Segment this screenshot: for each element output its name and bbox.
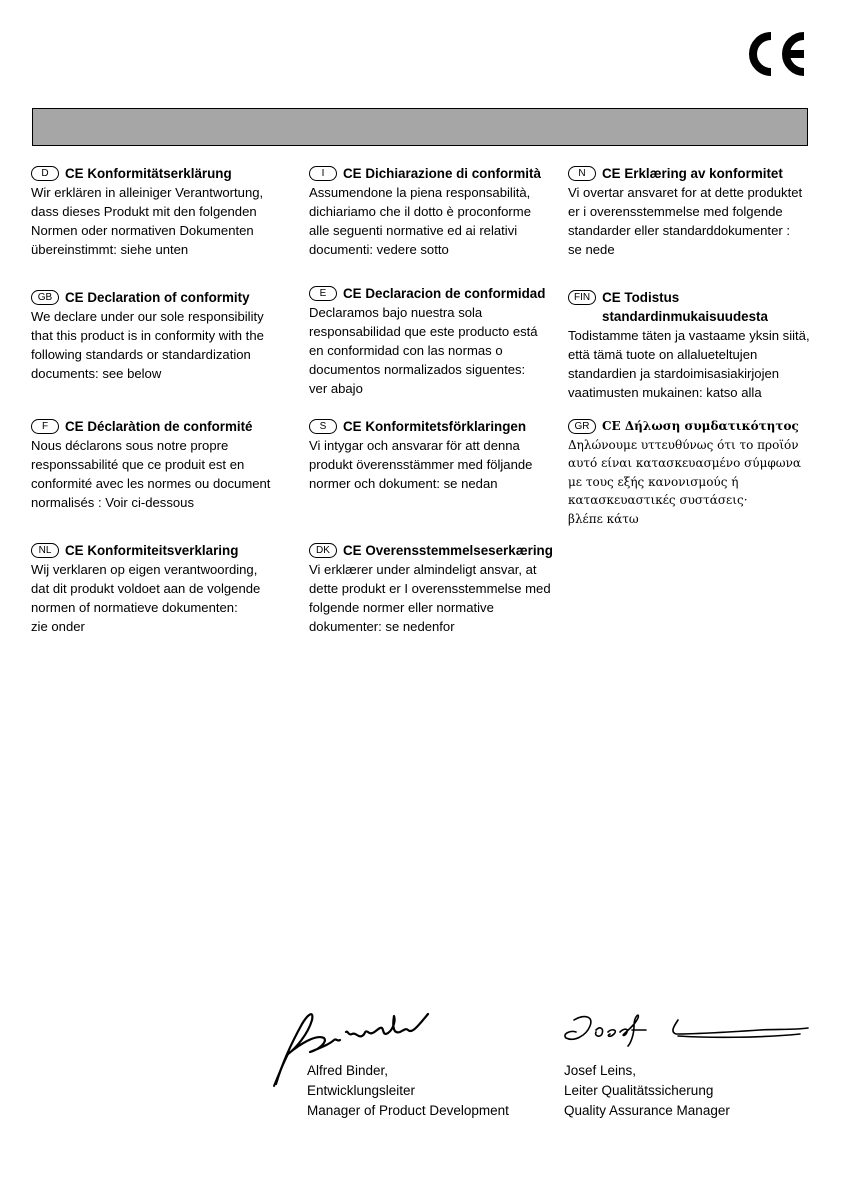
language-badge: F: [31, 419, 59, 434]
declaration-line: dokumenter: se nedenfor: [309, 619, 455, 634]
declaration-fr: [31, 417, 276, 512]
declaration-line: Wij verklaren op eigen verantwoording,: [31, 562, 258, 577]
signatory-leins: [564, 1061, 730, 1121]
declaration-it: [309, 164, 554, 259]
language-badge: GR: [568, 419, 596, 434]
declaration-line: dat dit produkt voldoet aan de volgende: [31, 581, 261, 596]
declaration-gb: [31, 288, 276, 383]
declaration-line: er i overensstemmelse med folgende: [568, 204, 783, 219]
declaration-line: Vi intygar och ansvarar för att denna: [309, 438, 520, 453]
declaration-nl: [31, 541, 276, 636]
declaration-line: folgende normer eller normative: [309, 600, 494, 615]
declaration-line: standarder eller standarddokumenter :: [568, 223, 790, 238]
ce-mark-logo: [744, 32, 810, 76]
language-badge: N: [568, 166, 596, 181]
declaration-line: normer och dokument: se nedan: [309, 476, 498, 491]
declaration-line: documenti: vedere sotto: [309, 242, 449, 257]
declaration-line: conformité avec les normes ou document: [31, 476, 271, 491]
declaration-line: Vi erklærer under almindeligt ansvar, at: [309, 562, 537, 577]
declaration-line: με τους εξής κανονισμούς ή: [568, 474, 739, 489]
declaration-line: Vi overtar ansvaret for at dette produktet: [568, 185, 803, 200]
signatory-name: Alfred Binder,: [307, 1063, 389, 1078]
declaration-line: normen of normatieve dokumenten:: [31, 600, 238, 615]
declaration-line: βλέπε κάτω: [568, 511, 639, 526]
declaration-es: [309, 284, 554, 398]
declaration-title: GB CE Declaration of conformity: [31, 288, 276, 307]
declaration-title: D CE Konformitätserklärung: [31, 164, 276, 183]
declaration-line: responssabilité que ce produit est en: [31, 457, 245, 472]
header-bar: [32, 108, 808, 146]
declaration-se: [309, 417, 554, 493]
language-badge: FIN: [568, 290, 596, 305]
declaration-line: Todistamme täten ja vastaame yksin siitä,: [568, 328, 810, 343]
declaration-line: en conformidad con las normas o: [309, 343, 503, 358]
declaration-line: että tämä tuote on allalueteltujen: [568, 347, 758, 362]
language-badge: I: [309, 166, 337, 181]
declaration-line: documents: see below: [31, 366, 162, 381]
declaration-line: vaatimusten mukainen: katso alla: [568, 385, 762, 400]
language-badge: E: [309, 286, 337, 301]
signatory-name: Josef Leins,: [564, 1063, 637, 1078]
language-badge: DK: [309, 543, 337, 558]
declaration-line: following standards or standardization: [31, 347, 251, 362]
declaration-line: We declare under our sole responsibility: [31, 309, 264, 324]
declaration-title: F CE Déclaràtion de conformité: [31, 417, 276, 436]
signatory-role-en: Quality Assurance Manager: [564, 1103, 730, 1118]
declaration-title: E CE Declaracion de conformidad: [309, 284, 554, 303]
declaration-fi: [568, 288, 813, 402]
declaration-line: produkt överensstämmer med följande: [309, 457, 533, 472]
language-badge: S: [309, 419, 337, 434]
declaration-line: responsabilidad que este producto está: [309, 324, 538, 339]
declaration-line: se nede: [568, 242, 615, 257]
declaration-line: dichiariamo che il dotto è proconforme: [309, 204, 531, 219]
declaration-title: N CE Erklæring av konformitet: [568, 164, 813, 183]
declaration-line: standardien ja stardoimisasiakirjojen: [568, 366, 780, 381]
declaration-line: Wir erklären in alleiniger Verantwortung,: [31, 185, 264, 200]
signatory-role-en: Manager of Product Development: [307, 1103, 509, 1118]
declaration-line: dette produkt er I overensstemmelse med: [309, 581, 551, 596]
declaration-de: [31, 164, 276, 259]
declaration-line: αυτό είναι κατασκευασμένο σύμφωνα: [568, 456, 801, 470]
declaration-line: ver abajo: [309, 381, 363, 396]
declaration-line: normalisés : Voir ci-dessous: [31, 495, 195, 510]
signatory-role: Leiter Qualitätssicherung: [564, 1083, 714, 1098]
declaration-line: dass dieses Produkt mit den folgenden: [31, 204, 257, 219]
declaration-gr: [568, 417, 813, 528]
declaration-line: that this product is in conformity with the: [31, 328, 264, 343]
declaration-title: I CE Dichiarazione di conformità: [309, 164, 554, 183]
signatory-role: Entwicklungsleiter: [307, 1083, 416, 1098]
signature-leins: [560, 1008, 812, 1052]
declaration-line: Nous déclarons sous notre propre: [31, 438, 229, 453]
language-badge: NL: [31, 543, 59, 558]
declaration-line: Δηλώνουμε υττευθύνως ότι το προϊόν: [568, 437, 799, 452]
declaration-title: S CE Konformitetsförklaringen: [309, 417, 554, 436]
declaration-line: übereinstimmt: siehe unten: [31, 242, 189, 257]
declaration-title: DK CE Overensstemmelseserkæring: [309, 541, 554, 560]
declaration-title-continued: standardinmukaisuudesta: [602, 309, 768, 324]
declaration-line: Normen oder normativen Dokumenten: [31, 223, 254, 238]
language-badge: GB: [31, 290, 59, 305]
declaration-line: Assumendone la piena responsabilità,: [309, 185, 531, 200]
signatory-binder: [307, 1061, 509, 1121]
declaration-line: documentos normalizados siguentes:: [309, 362, 526, 377]
declaration-no: [568, 164, 813, 259]
declaration-title: GR CE Δήλωση συμδατικότητος: [568, 417, 813, 436]
declaration-line: Declaramos bajo nuestra sola: [309, 305, 483, 320]
declaration-line: zie onder: [31, 619, 85, 634]
declaration-title: NL CE Konformiteitsverklaring: [31, 541, 276, 560]
declaration-title: FIN CE Todistus: [568, 288, 813, 307]
declaration-line: κατασκευαστικές συστάσεις·: [568, 493, 748, 507]
declaration-line: alle seguenti normative ed ai relativi: [309, 223, 518, 238]
language-badge: D: [31, 166, 59, 181]
declaration-dk: [309, 541, 554, 636]
